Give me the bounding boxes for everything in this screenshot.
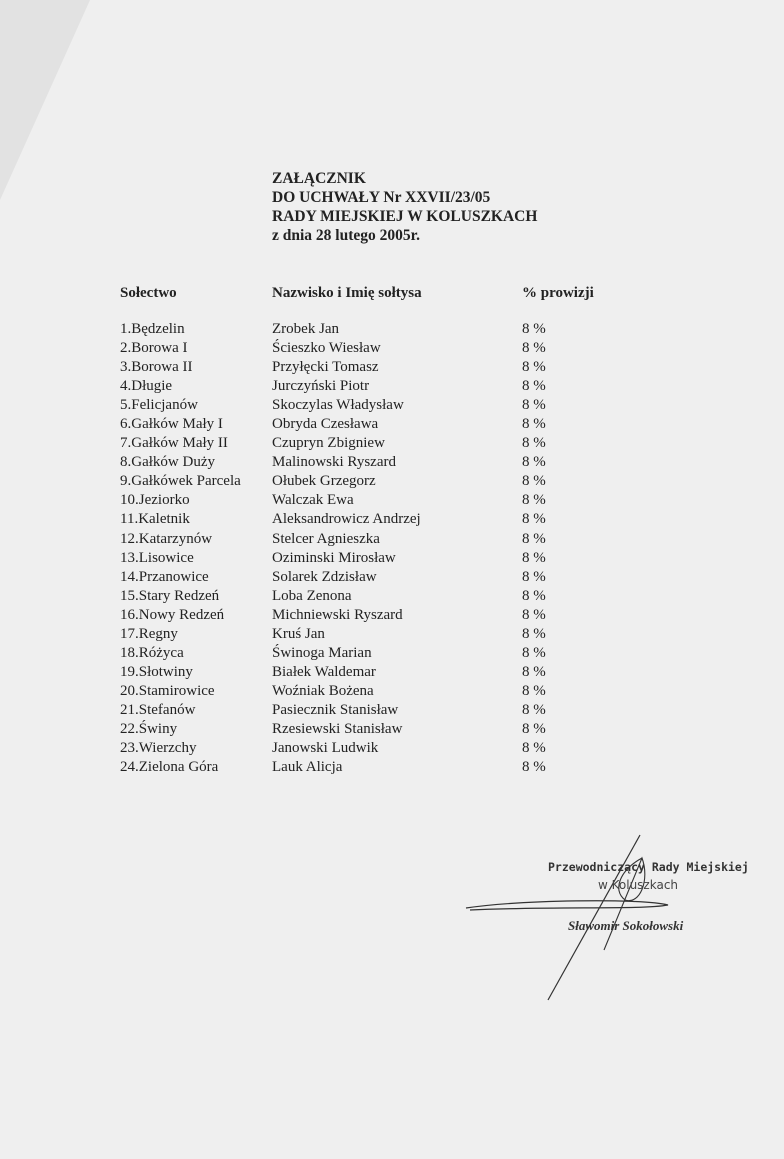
soltys-name-cell: Ścieszko Wiesław xyxy=(272,340,381,357)
solectwo-cell: 13.Lisowice xyxy=(120,549,194,566)
solectwo-cell: 10.Jeziorko xyxy=(120,492,190,509)
soltys-name-cell: Świnoga Marian xyxy=(272,644,372,661)
percent-cell: 8 % xyxy=(522,530,546,547)
soltys-name-cell: Kruś Jan xyxy=(272,625,325,642)
solectwo-cell: 16.Nowy Redzeń xyxy=(120,606,225,623)
solectwo-cell: 19.Słotwiny xyxy=(120,663,193,680)
soltys-name-cell: Solarek Zdzisław xyxy=(272,568,377,585)
soltys-name-cell: Obryda Czesława xyxy=(272,416,379,433)
soltys-name-cell: Walczak Ewa xyxy=(272,492,354,509)
soltys-name-cell: Janowski Ludwik xyxy=(272,740,379,757)
percent-cell: 8 % xyxy=(522,454,546,471)
solectwo-cell: 3.Borowa II xyxy=(120,359,193,376)
soltys-name-cell: Loba Zenona xyxy=(272,587,352,604)
percent-cell: 8 % xyxy=(522,416,546,433)
solectwo-cell: 8.Gałków Duży xyxy=(120,454,215,471)
soltys-name-cell: Lauk Alicja xyxy=(272,759,343,776)
heading-line: RADY MIEJSKIEJ W KOLUSZKACH xyxy=(272,208,538,225)
percent-cell: 8 % xyxy=(522,549,546,566)
percent-cell: 8 % xyxy=(522,511,546,528)
solectwo-cell: 20.Stamirowice xyxy=(120,682,215,699)
percent-cell: 8 % xyxy=(522,606,546,623)
solectwo-cell: 2.Borowa I xyxy=(120,340,188,357)
soltys-name-cell: Ołubek Grzegorz xyxy=(272,473,376,490)
solectwo-cell: 1.Będzelin xyxy=(120,321,185,337)
solectwo-cell: 21.Stefanów xyxy=(120,701,196,718)
solectwo-cell: 15.Stary Redzeń xyxy=(120,587,220,604)
solectwo-cell: 6.Gałków Mały I xyxy=(120,416,223,433)
percent-cell: 8 % xyxy=(522,587,546,604)
soltys-name-cell: Przyłęcki Tomasz xyxy=(272,359,379,376)
solectwo-cell: 23.Wierzchy xyxy=(120,740,197,757)
soltys-name-cell: Michniewski Ryszard xyxy=(272,606,403,623)
percent-cell: 8 % xyxy=(522,740,546,757)
percent-cell: 8 % xyxy=(522,435,546,452)
percent-cell: 8 % xyxy=(522,378,546,395)
soltys-name-cell: Woźniak Bożena xyxy=(272,682,374,699)
column-header-percent: % prowizji xyxy=(522,285,594,301)
solectwo-cell: 24.Zielona Góra xyxy=(120,759,219,776)
percent-cell: 8 % xyxy=(522,397,546,414)
soltys-name-cell: Aleksandrowicz Andrzej xyxy=(272,511,421,528)
solectwo-cell: 4.Długie xyxy=(120,378,173,395)
percent-cell: 8 % xyxy=(522,321,546,337)
stamp-name: Sławomir Sokołowski xyxy=(568,918,684,933)
soltys-name-cell: Stelcer Agnieszka xyxy=(272,530,380,547)
column-header-solectwo: Sołectwo xyxy=(120,285,177,301)
stamp-title: Przewodniczący Rady Miejskiej xyxy=(548,860,749,874)
solectwo-cell: 12.Katarzynów xyxy=(120,530,213,547)
heading-line: DO UCHWAŁY Nr XXVII/23/05 xyxy=(272,189,491,206)
solectwo-cell: 14.Przanowice xyxy=(120,568,209,585)
percent-cell: 8 % xyxy=(522,701,546,718)
heading-line: z dnia 28 lutego 2005r. xyxy=(272,227,420,244)
percent-cell: 8 % xyxy=(522,568,546,585)
soltys-name-cell: Malinowski Ryszard xyxy=(272,454,396,471)
soltys-name-cell: Rzesiewski Stanisław xyxy=(272,720,403,737)
solectwo-cell: 9.Gałkówek Parcela xyxy=(120,473,241,490)
percent-cell: 8 % xyxy=(522,682,546,699)
percent-cell: 8 % xyxy=(522,625,546,642)
solectwo-cell: 22.Świny xyxy=(120,720,178,737)
column-header-name: Nazwisko i Imię sołtysa xyxy=(272,285,422,301)
soltys-name-cell: Jurczyński Piotr xyxy=(272,378,370,395)
solectwo-cell: 17.Regny xyxy=(120,625,178,642)
soltys-name-cell: Białek Waldemar xyxy=(272,663,376,680)
solectwo-cell: 5.Felicjanów xyxy=(120,397,198,414)
soltys-name-cell: Zrobek Jan xyxy=(272,321,340,337)
heading-line: ZAŁĄCZNIK xyxy=(272,170,366,187)
soltys-name-cell: Oziminski Mirosław xyxy=(272,549,396,566)
percent-cell: 8 % xyxy=(522,492,546,509)
percent-cell: 8 % xyxy=(522,340,546,357)
stamp-place: w Koluszkach xyxy=(598,878,679,892)
solectwo-cell: 18.Różyca xyxy=(120,644,184,661)
solectwo-cell: 11.Kaletnik xyxy=(120,511,190,528)
soltys-name-cell: Czupryn Zbigniew xyxy=(272,435,385,452)
soltys-name-cell: Pasiecznik Stanisław xyxy=(272,701,399,718)
percent-cell: 8 % xyxy=(522,720,546,737)
percent-cell: 8 % xyxy=(522,663,546,680)
solectwo-cell: 7.Gałków Mały II xyxy=(120,435,228,452)
percent-cell: 8 % xyxy=(522,759,546,776)
soltys-name-cell: Skoczylas Władysław xyxy=(272,397,404,414)
percent-cell: 8 % xyxy=(522,359,546,376)
percent-cell: 8 % xyxy=(522,473,546,490)
percent-cell: 8 % xyxy=(522,644,546,661)
